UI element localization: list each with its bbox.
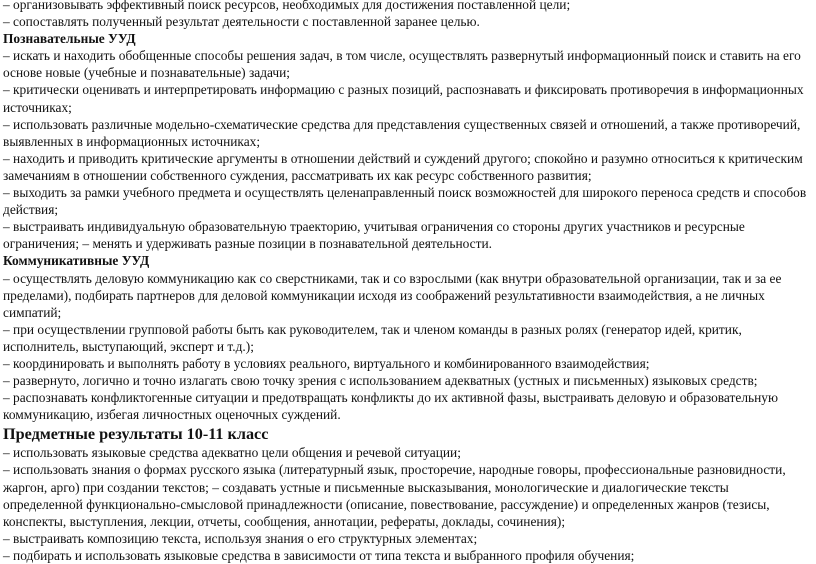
paragraph-cognitive-4: – находить и приводить критические аргументы в отношении действий и суждений другого; спокойно и разумно относиться к критическим замечаниям в отношении собственного суждения, рассматривать их как ресурс собственного развития; <box>3 150 803 183</box>
paragraph-cognitive-6: – выстраивать индивидуальную образовательную траекторию, учитывая ограничения со стороны других участников и ресурсные ограничения; – менять и удерживать разные позиции в познавательной деятельности. <box>3 219 745 252</box>
paragraph-subject-4: – подбирать и использовать языковые средства в зависимости от типа текста и выбранного профиля обучения; <box>3 547 635 563</box>
heading-communicative-uud: Коммуникативные УУД <box>3 253 150 269</box>
paragraph-subject-3: – выстраивать композицию текста, используя знания о его структурных элементах; <box>3 530 478 546</box>
heading-cognitive-uud: Познавательные УУД <box>3 31 136 47</box>
paragraph-cognitive-5: – выходить за рамки учебного предмета и осуществлять целенаправленный поиск возможностей для широкого переноса средств и способов действия; <box>3 185 807 218</box>
paragraph-communicative-5: – распознавать конфликтогенные ситуации и предотвращать конфликты до их активной фазы, выстраивать деловую и образовательную коммуникацию, избегая личностных оценочных суждений. <box>3 390 778 423</box>
paragraph-subject-2: – использовать знания о формах русского языка (литературный язык, просторечие, народные говоры, профессиональные разновидности, жаргон, арго) при создании текстов; – создавать устные и письменные высказывания, монологические и диалогические тексты определенной функционально-смысловой принадлежности (описание, повествование, рассуждение) и определенных жанров (тезисы, конспекты, выступления, лекции, отчеты, сообщения, аннотации, рефераты, доклады, сочинения); <box>3 462 786 529</box>
paragraph-communicative-2: – при осуществлении групповой работы быть как руководителем, так и членом команды в разных ролях (генератор идей, критик, исполнитель, выступающий, эксперт и т.д.); <box>3 321 742 354</box>
paragraph-cognitive-2: – критически оценивать и интерпретировать информацию с разных позиций, распознавать и фиксировать противоречия в информационных источниках; <box>3 82 804 115</box>
paragraph-subject-1: – использовать языковые средства адекватно цели общения и речевой ситуации; <box>3 445 461 461</box>
paragraph-organize-search: – организовывать эффективный поиск ресурсов, необходимых для достижения поставленной цели; <box>3 0 571 12</box>
paragraph-compare-result: – сопоставлять полученный результат деятельности с поставленной заранее целью. <box>3 14 480 30</box>
heading-subject-results: Предметные результаты 10-11 класс <box>3 425 269 444</box>
paragraph-communicative-1: – осуществлять деловую коммуникацию как со сверстниками, так и со взрослыми (как внутри образовательной организации, так и за ее пределами), подбирать партнеров для деловой коммуникации исходя из соображений результативности взаимодействия, а не личных симпатий; <box>3 270 782 320</box>
paragraph-cognitive-1: – искать и находить обобщенные способы решения задач, в том числе, осуществлять развернутый информационный поиск и ставить на его основе новые (учебные и познавательные) задачи; <box>3 48 801 81</box>
paragraph-communicative-4: – развернуто, логично и точно излагать свою точку зрения с использованием адекватных (устных и письменных) языковых средств; <box>3 373 758 389</box>
paragraph-communicative-3: – координировать и выполнять работу в условиях реального, виртуального и комбинированного взаимодействия; <box>3 355 650 371</box>
document-page <box>3 0 809 564</box>
paragraph-cognitive-3: – использовать различные модельно-схематические средства для представления существенных связей и отношений, а также противоречий, выявленных в информационных источниках; <box>3 116 801 149</box>
